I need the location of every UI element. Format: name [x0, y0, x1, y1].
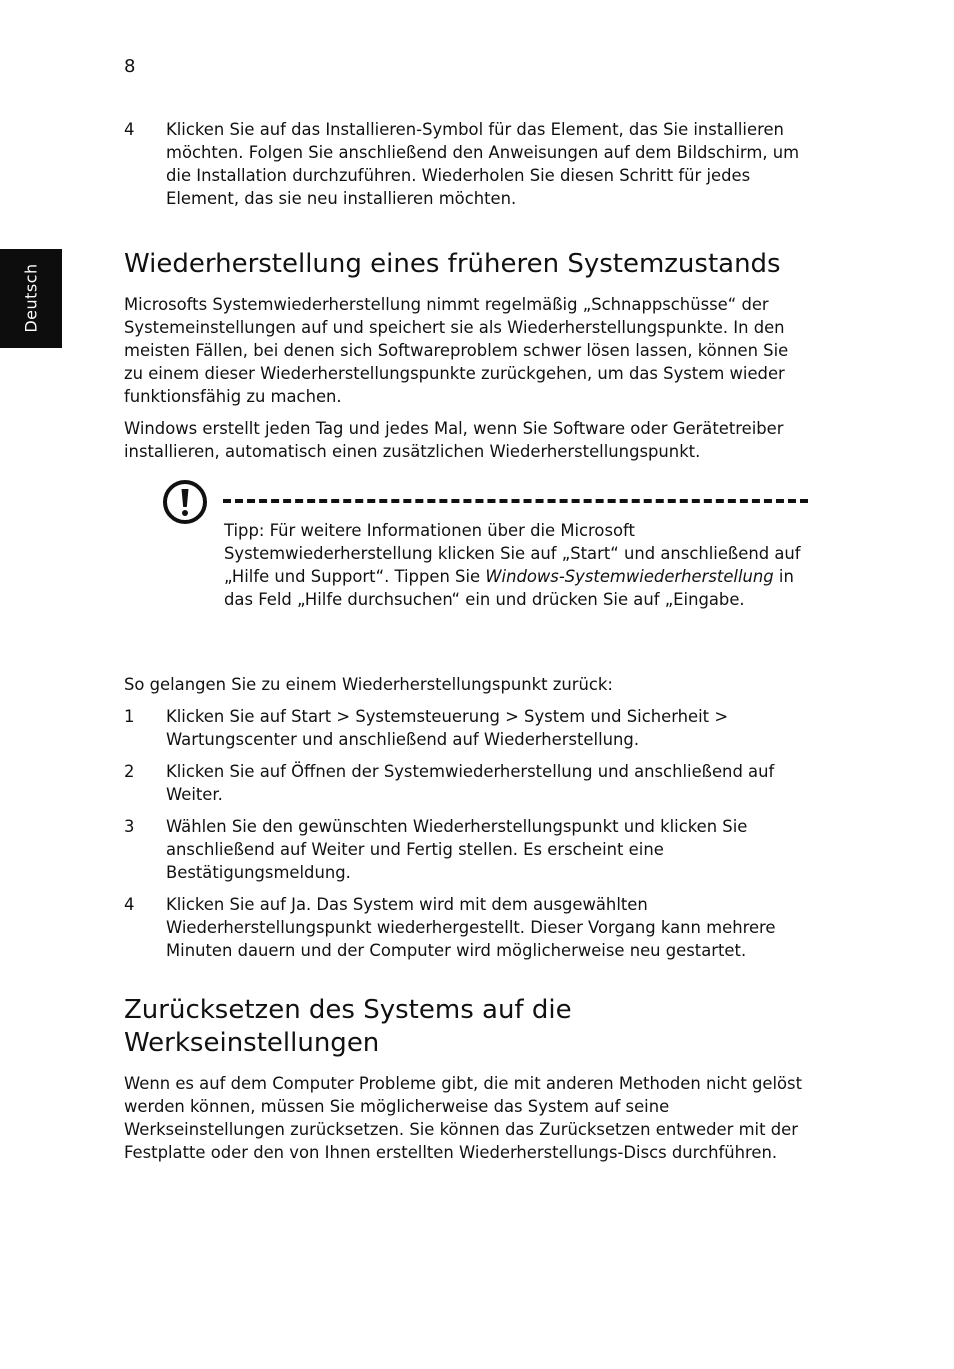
language-tab-label: Deutsch	[21, 263, 41, 333]
previous-steps-list	[124, 118, 808, 210]
reset-paragraph: Wenn es auf dem Computer Probleme gibt, die mit anderen Methoden nicht gelöst werden können, müssen Sie möglicherweise das System auf seine Werkseinstellungen zurücksetzen. Sie können das Zurücksetzen entweder mit der Festplatte oder den von Ihnen erstellten Wiederherstellungs-Discs durchführen.	[124, 1074, 802, 1162]
restore-paragraph-1: Microsofts Systemwiederherstellung nimmt regelmäßig „Schnappschüsse“ der Systemeinstellungen auf und speichert sie als Wiederherstellungspunkte. In den meisten Fällen, bei denen sich Softwareproblem schwer lösen lassen, können Sie zu einem dieser Wiederherstellungspunkte zurückgehen, um das System wieder funktionsfähig zu machen.	[124, 295, 789, 406]
list-item	[124, 893, 808, 962]
page-number: 8	[124, 56, 136, 77]
tip-text-part-2: in das Feld „Hilfe durchsuchen“ ein und drücken Sie auf „Eingabe.	[224, 567, 794, 609]
tip-text	[224, 519, 808, 611]
list-item	[124, 760, 808, 806]
language-tab	[0, 249, 62, 348]
step-text: Klicken Sie auf Ja. Das System wird mit dem ausgewählten Wiederherstellungspunkt wiederhergestellt. Dieser Vorgang kann mehrere Minuten dauern und der Computer wird möglicherweise neu gestartet.	[166, 895, 776, 960]
ui-term: Wartungscenter	[166, 730, 297, 749]
list-item	[124, 705, 808, 751]
step-number: 4	[124, 120, 135, 139]
step-number: 1	[124, 707, 135, 726]
ui-term: Weiter	[311, 840, 365, 859]
tip-italic-term: Windows-Systemwiederherstellung	[485, 567, 774, 586]
page-content	[124, 118, 808, 1173]
step-number: 4	[124, 895, 135, 914]
ui-term: Weiter	[166, 785, 218, 804]
tip-label: Tipp	[224, 521, 259, 540]
ui-term: Ja	[291, 895, 307, 914]
step-text: Klicken Sie auf das Installieren-Symbol für das Element, das Sie installieren möchten. Folgen Sie anschließend den Anweisungen auf dem Bildschirm, um die Installation durchzuführen. Wiederholen Sie diesen Schritt für jedes Element, das sie neu installieren möchten.	[166, 120, 800, 208]
step-text: Wählen Sie den gewünschten Wiederherstellungspunkt und klicken Sie anschließend auf Weiter und Fertig stellen. Es erscheint eine Bestätigungsmeldung.	[166, 817, 748, 882]
restore-steps-intro: So gelangen Sie zu einem Wiederherstellungspunkt zurück:	[124, 675, 613, 694]
list-item	[124, 815, 808, 884]
section-heading-restore: Wiederherstellung eines früheren Systemzustands	[124, 249, 781, 279]
restore-paragraph-2: Windows erstellt jeden Tag und jedes Mal, wenn Sie Software oder Gerätetreiber installieren, automatisch einen zusätzlichen Wiederherstellungspunkt.	[124, 419, 784, 461]
exclamation-circle-icon	[162, 479, 208, 525]
ui-term: Systemsteuerung	[355, 707, 500, 726]
list-item	[124, 118, 808, 210]
heading-line-1: Zurücksetzen des Systems auf die	[124, 995, 572, 1025]
step-number: 2	[124, 762, 135, 781]
heading-line-2: Werkseinstellungen	[124, 1028, 380, 1058]
ui-term: System und Sicherheit	[524, 707, 710, 726]
step-number: 3	[124, 817, 135, 836]
tip-dashed-rule	[223, 499, 808, 503]
ui-term: Öffnen der Systemwiederherstellung	[291, 762, 593, 781]
restore-steps-list	[124, 705, 808, 962]
ui-term: Start	[291, 707, 332, 726]
section-heading-reset	[124, 994, 808, 1060]
step-text: Klicken Sie auf Öffnen der Systemwiederherstellung und anschließend auf Weiter.	[166, 762, 775, 804]
ui-term: Wiederherstellung	[483, 730, 634, 749]
ui-term: Fertig stellen	[406, 840, 513, 859]
tip-text-part-1: : Für weitere Informationen über die Microsoft Systemwiederherstellung klicken Sie auf „Start“ und anschließend auf „Hilfe und Support“. Tippen Sie	[224, 521, 801, 586]
tip-box	[124, 479, 808, 657]
step-text: Klicken Sie auf Start > Systemsteuerung > System und Sicherheit > Wartungscenter und anschließend auf Wiederherstellung.	[166, 707, 729, 749]
